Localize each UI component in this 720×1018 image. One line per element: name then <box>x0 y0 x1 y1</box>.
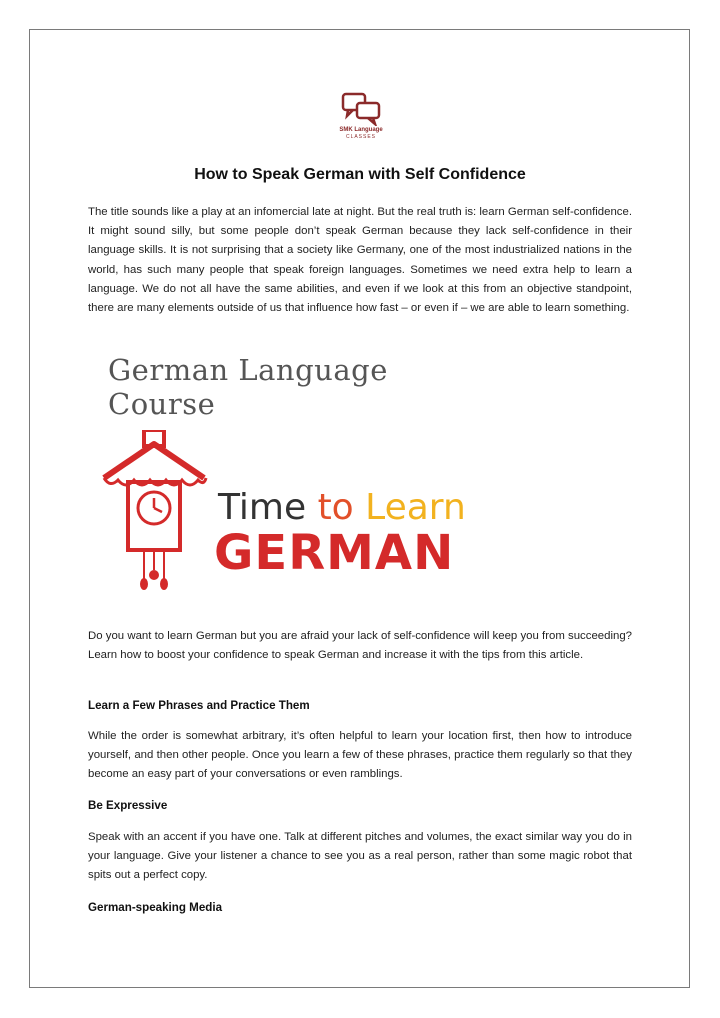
banner-word-to: to <box>317 487 354 528</box>
page-title: How to Speak German with Self Confidence <box>194 166 526 183</box>
confidence-paragraph: Do you want to learn German but you are afraid your lack of self-confidence will keep you from succeeding? Learn how to boost your confidence to speak German and increase it with the tips from this article. <box>88 630 632 662</box>
banner-line-2: Course <box>108 387 216 421</box>
cuckoo-clock-icon <box>100 430 210 590</box>
section-heading-phrases: Learn a Few Phrases and Practice Them <box>88 699 310 712</box>
logo-subtitle: CLASSES <box>345 134 377 140</box>
section-body-expressive: Speak with an accent if you have one. Talk at different pitches and volumes, the exact similar way you do in your language. Give your listener a chance to see you as a real person, rather than some magic robot that spits out a perfect copy. <box>88 831 632 882</box>
banner-word-german: GERMAN <box>214 525 455 581</box>
banner-time-to-learn <box>218 487 466 528</box>
section-heading-expressive: Be Expressive <box>88 799 168 812</box>
logo-name: SMK Language <box>339 127 383 133</box>
section-body-phrases: While the order is somewhat arbitrary, it’s often helpful to learn your location first, then how to introduce yourself, and then other people. Once you learn a few of these phrases, practice them regularly so that they become an easy part of your conversations or even ramblings. <box>88 730 632 781</box>
section-heading-media: German-speaking Media <box>88 901 223 914</box>
course-banner-image <box>100 345 540 595</box>
banner-word-learn: Learn <box>365 487 466 528</box>
chat-bubbles-icon <box>339 92 383 126</box>
banner-word-time: Time <box>218 487 307 528</box>
intro-paragraph: The title sounds like a play at an infomercial late at night. But the real truth is: learn German self-confidence. It might sound silly, but some people don’t speak German because they lack self-confidence in their language skills. It is not surprising that a society like Germany, one of the most industrialized nations in the world, has such many people that speak foreign languages. Sometimes we need extra help to learn a language. We do not all have the same abilities, and even if we look at this from an objective standpoint, there are many elements outside of us that influence how fast – or even if – we are able to learn something. <box>88 206 632 315</box>
banner-line-1: German Language <box>108 353 388 387</box>
logo <box>333 92 389 144</box>
